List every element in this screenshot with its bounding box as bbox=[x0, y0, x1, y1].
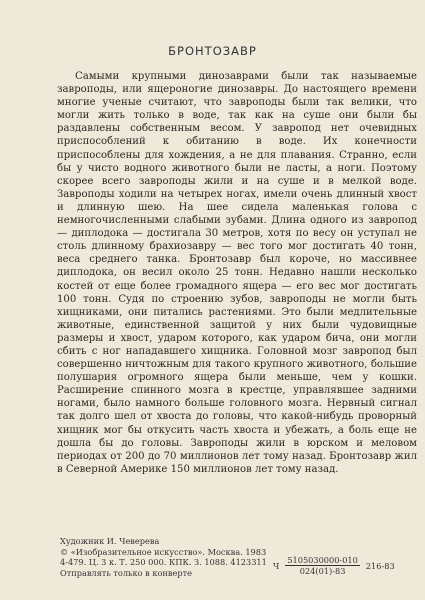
mailing-note: Отправлять только в конверте bbox=[60, 567, 192, 578]
code-numerator: 5105030000-010 bbox=[287, 555, 358, 565]
imprint bbox=[60, 536, 267, 578]
page-title: БРОНТОЗАВР bbox=[168, 44, 257, 58]
order-line: 4-479. Ц. 3 к. Т. 250 000. КПК. З. 1088. 4123311 bbox=[60, 557, 267, 568]
code-denominator: 024(01)-83 bbox=[299, 566, 346, 576]
code-suffix: 216-83 bbox=[365, 560, 395, 571]
paragraph: Самыми крупными динозаврами были так называемые завроподы, или ящероногие динозавры. До настоящего времени многие ученые считают, что завроподы были так велики, что могли жить только в воде, так как на суше они были бы раздавлены собственным весом. У завропод нет очевидных приспособлений к обитанию в воде. Их конечности приспособлены для хождения, а не для плавания. Странно, если бы у чисто водного животного были не ласты, а ноги. Поэтому скорее всего завроподы жили и на суше и в мелкой воде. Завроподы ходили на четырех ногах, имели очень длинный хвост и длинную шею. На шее сидела маленькая голова с немногочисленными слабыми зубами. Длина одного из завропод — диплодока — достигала 30 метров, хотя по весу он уступал не столь длинному брахиозавру — вес того мог достигать 40 тонн, веса среднего танка. Бронтозавр был короче, но массивнее диплодока, он весил около 25 тонн. Недавно нашли несколько костей от еще более громадного ящера — его вес мог достигать 100 тонн. Судя по строению зубов, завроподы не могли быть хищниками, они питались растениями. Это были медлительные животные, единственной защитой у них были чудовищные размеры и хвост, ударом которого, как ударом бича, они могли сбить с ног нападавшего хищника. Головной мозг завропод был совершенно ничтожным для такого крупного животного, большие полушария огромного ящера были меньше, чем у кошки. Расширение спинного мозга в крестце, управлявшее задними ногами, было намного больше головного мозга. Нервный сигнал так долго шел от хвоста до головы, что какой-нибудь проворный хищник мог бы откусить часть хвоста и убежать, а боль еще не дошла бы до головы. Завроподы жили в юрском и меловом периодах от 200 до 70 миллионов лет тому назад. Бронтозавр жил в Северной Америке 150 миллионов лет тому назад. bbox=[57, 71, 417, 475]
artist-credit: Художник И. Чеверева bbox=[60, 536, 160, 546]
code-fraction bbox=[285, 555, 360, 576]
catalog-code bbox=[273, 555, 395, 576]
publisher-line: © «Изобразительное искусство». Москва. 1983 bbox=[60, 546, 267, 557]
code-prefix: Ч bbox=[273, 560, 280, 571]
article-text bbox=[57, 70, 417, 476]
